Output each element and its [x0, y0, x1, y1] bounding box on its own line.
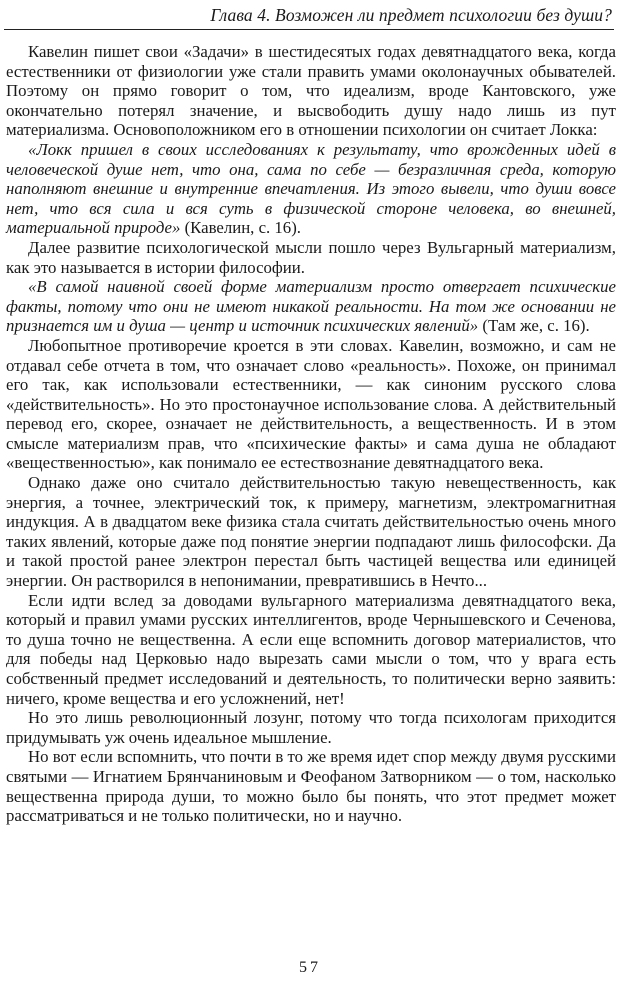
paragraph-7-text: Если идти вслед за доводами вульгарного материализма девятнадцатого века, который и правил умами русских интеллигентов, вроде Чернышевского и Сеченова, то душа точно не вещественна. А если еще вспомнить договор материалистов, что для победы над Церковью надо вырезать сами мысли о том, что у врага есть собственный предмет исследований и деятельность, то политически верно заявить: ничего, кроме вещества и его усложнений, нет!	[6, 590, 616, 708]
paragraph-4-quote	[6, 277, 616, 336]
locke-quote-citation: (Кавелин, с. 16).	[180, 218, 301, 238]
paragraph-6-text: Однако даже оно считало действительностью такую невещественность, как энергия, а точнее, электрический ток, к примеру, магнетизм, электромагнитная индукция. А в двадцатом веке физика стала считать действительностью очень много таких явлений, которые даже под понятие энергии подпадают лишь философски. Да и такой простой ранее электрон перестал быть частицей вещества или единицей энергии. Он растворился в непонимании, превратившись в Нечто...	[6, 473, 616, 591]
locke-quote: «Локк пришел в своих исследованиях к результату, что врожденных идей в человеческой душе нет, что она, сама по себе — безразличная среда, которую наполняют внешние и внутренние впечатления. Из этого вывели, что души вовсе нет, что вся сила и вся суть в физической стороне человека, во внешней, материальной природе»	[6, 139, 616, 238]
paragraph-6	[6, 473, 616, 591]
paragraph-3	[6, 238, 616, 277]
paragraph-3-text: Далее развитие психологической мысли пошло через Вульгарный материализм, как это называется в истории философии.	[6, 237, 616, 277]
paragraph-7	[6, 591, 616, 709]
paragraph-9	[6, 747, 616, 825]
running-head-title: Глава 4. Возможен ли предмет психологии без души?	[210, 5, 612, 25]
paragraph-9-text: Но вот если вспомнить, что почти в то же время идет спор между двумя русскими святыми — Игнатием Брянчаниновым и Феофаном Затворником — о том, насколько вещественна природа души, то можно было бы понять, что этот предмет может рассматриваться и не только политически, но и научно.	[6, 747, 616, 826]
header-rule	[4, 29, 614, 30]
body-text	[6, 42, 616, 826]
paragraph-8-text: Но это лишь революционный лозунг, потому что тогда психологам приходится придумывать уж очень идеальное мышление.	[6, 708, 616, 747]
paragraph-5	[6, 336, 616, 473]
page-number: 57	[299, 959, 321, 976]
paragraph-2-quote	[6, 140, 616, 238]
paragraph-1-text: Кавелин пишет свои «Задачи» в шестидесятых годах девятнадцатого века, когда естественники от физиологии уже стали править умами околонаучных обывателей. Поэтому он прямо говорит о том, что идеализм, вроде Кантовского, уже окончательно потерял значение, и высвободить душу надо лишь из пут материализма. Основоположником его в отношении психологии он считает Локка:	[6, 42, 616, 140]
paragraph-8	[6, 708, 616, 747]
materialism-quote: «В самой наивной своей форме материализм просто отвергает психические факты, потому что они не имеют никакой реальности. На том же основании не признается им и душа — центр и источник психических явлений»	[6, 277, 616, 336]
paragraph-5-text: Любопытное противоречие кроется в эти словах. Кавелин, возможно, и сам не отдавал себе отчета в том, что означает слово «реальность». Похоже, он принимал его так, как использовали естественники, — как синоним русского слова «действительность». Но это простонаучное использование слова. А действительный перевод его, скорее, означает не действительность, а вещественность. И в этом смысле материализм прав, что «психические факты» и сама душа не обладают «вещественностью», как понимало ее естествознание девятнадцатого века.	[6, 335, 616, 473]
materialism-quote-citation: (Там же, с. 16).	[478, 316, 590, 336]
paragraph-1	[6, 42, 616, 140]
